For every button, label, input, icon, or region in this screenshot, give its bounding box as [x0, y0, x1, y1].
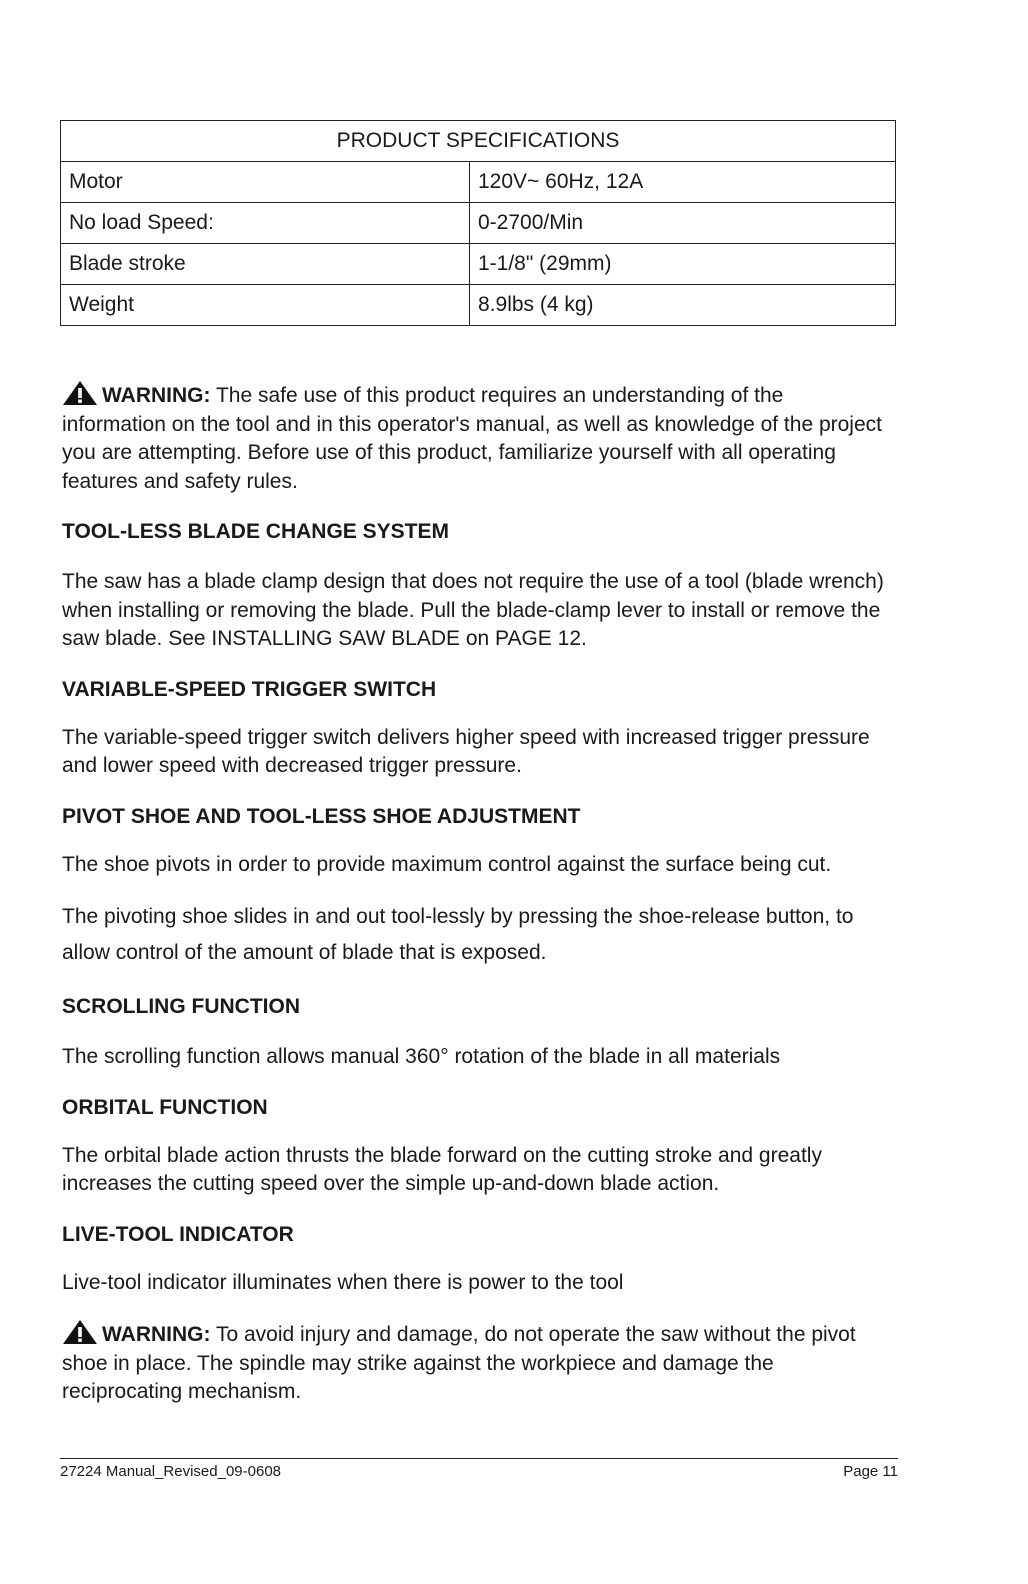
section-body-live-tool: Live-tool indicator illuminates when there is power to the tool — [62, 1270, 624, 1294]
section-heading-orbital: ORBITAL FUNCTION — [62, 1095, 268, 1119]
section-body-trigger-switch: The variable-speed trigger switch delivers higher speed with increased trigger pressure and lower speed with decreased trigger pressure. — [62, 725, 870, 777]
spec-table-title: PRODUCT SPECIFICATIONS — [61, 121, 896, 162]
warning-text: To avoid injury and damage, do not operate the saw without the pivot shoe in place. The spindle may strike against the workpiece and damage the reciprocating mechanism. — [62, 1323, 856, 1403]
spec-table — [60, 120, 896, 326]
section-body-pivot-shoe-2: The pivoting shoe slides in and out tool-lessly by pressing the shoe-release button, to allow control of the amount of blade that is exposed. — [62, 905, 854, 964]
section-body-orbital: The orbital blade action thrusts the blade forward on the cutting stroke and greatly increases the cutting speed over the simple up-and-down blade action. — [62, 1143, 822, 1195]
section-heading-pivot-shoe: PIVOT SHOE AND TOOL-LESS SHOE ADJUSTMENT — [62, 804, 581, 828]
spec-label: Blade stroke — [61, 244, 470, 285]
spec-label: Motor — [61, 162, 470, 203]
section-body-tool-less-blade-change: The saw has a blade clamp design that does not require the use of a tool (blade wrench) when installing or removing the blade. Pull the blade-clamp lever to install or remove the saw blade. See INSTALLING SAW BLADE on PAGE 12. — [62, 570, 884, 650]
warning-label: WARNING: — [102, 384, 211, 407]
spec-value: 1-1/8" (29mm) — [470, 244, 896, 285]
page-footer — [60, 1458, 898, 1480]
spec-value: 120V~ 60Hz, 12A — [470, 162, 896, 203]
spec-row — [61, 285, 896, 326]
spec-title-row — [61, 121, 896, 162]
spec-value: 0-2700/Min — [470, 203, 896, 244]
warning-text: The safe use of this product requires an understanding of the information on the tool and in this operator's manual, as well as knowledge of the project you are attempting. Before use of this product, familiarize yourself with all operating features and safety rules. — [62, 384, 882, 493]
spec-value: 8.9lbs (4 kg) — [470, 285, 896, 326]
spec-row — [61, 162, 896, 203]
warning-paragraph-2 — [62, 1319, 892, 1407]
section-body-scrolling: The scrolling function allows manual 360° rotation of the blade in all materials — [62, 1045, 781, 1068]
spec-label: Weight — [61, 285, 470, 326]
warning-triangle-icon — [62, 380, 98, 406]
warning-paragraph — [62, 380, 892, 496]
section-heading-live-tool: LIVE-TOOL INDICATOR — [62, 1222, 294, 1246]
section-heading-scrolling: SCROLLING FUNCTION — [62, 995, 300, 1018]
section-heading-tool-less-blade-change: TOOL-LESS BLADE CHANGE SYSTEM — [62, 520, 449, 543]
warning-label: WARNING: — [102, 1323, 211, 1346]
warning-triangle-icon — [62, 1319, 98, 1345]
spec-row — [61, 203, 896, 244]
footer-page-number: Page 11 — [843, 1463, 898, 1480]
spec-label: No load Speed: — [61, 203, 470, 244]
footer-document-id: 27224 Manual_Revised_09-0608 — [60, 1463, 282, 1480]
page-content — [62, 380, 892, 1407]
section-heading-trigger-switch: VARIABLE-SPEED TRIGGER SWITCH — [62, 677, 437, 701]
spec-row — [61, 244, 896, 285]
section-body-pivot-shoe: The shoe pivots in order to provide maximum control against the surface being cut. — [62, 852, 832, 876]
